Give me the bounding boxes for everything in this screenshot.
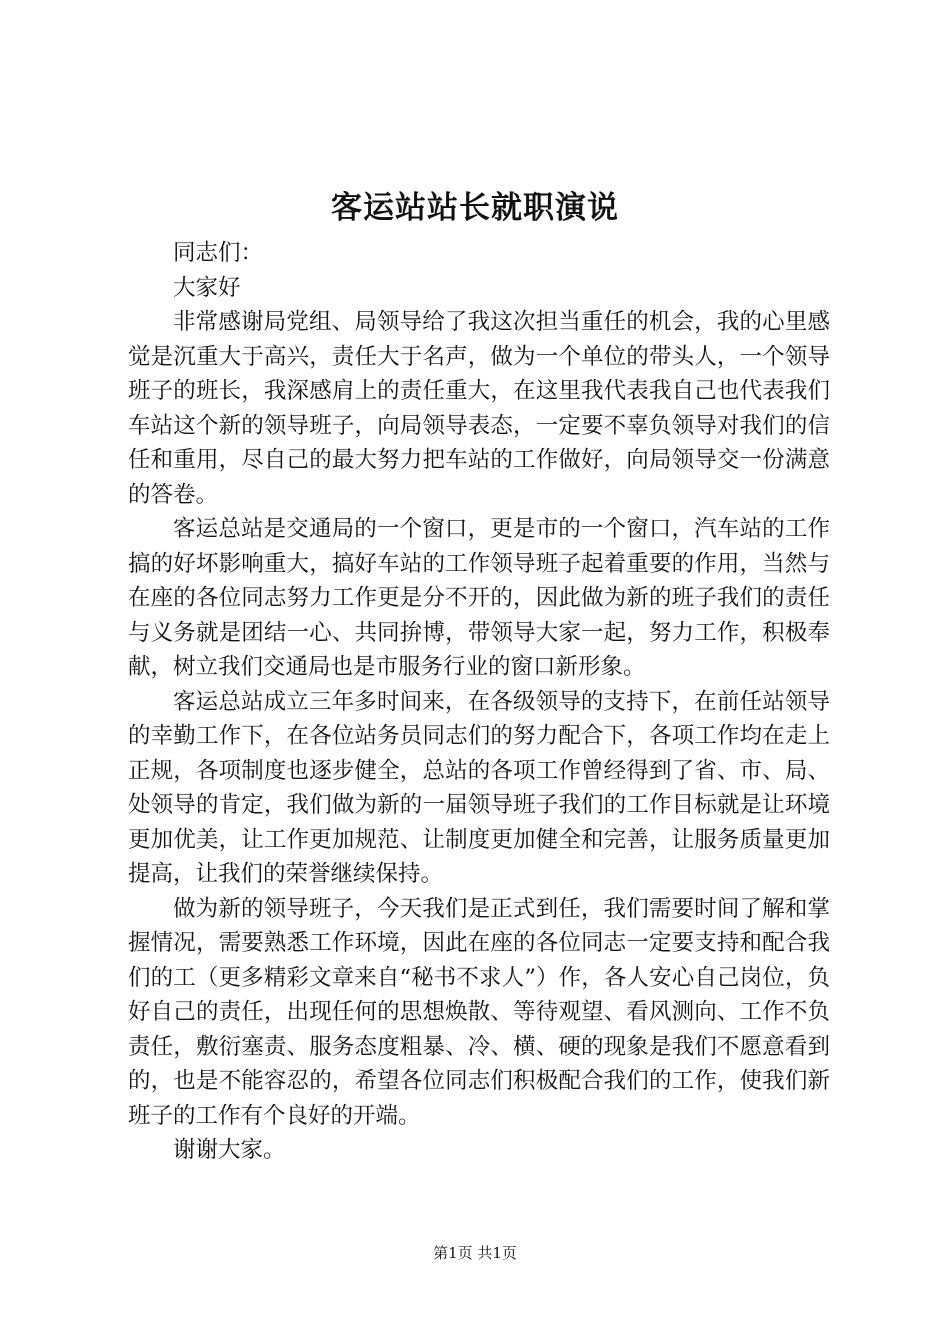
greeting: 大家好	[173, 274, 241, 301]
paragraph-station-role: 客运总站是交通局的一个窗口，更是市的一个窗口，汽车站的工作搞的好坏影响重大，搞好车站的工作领导班子起着重要的作用，当然与在座的各位同志努力工作更是分不开的，因此做为新的班子我们的责任与义务就是团结一心、共同拚博，带领导大家一起，努力工作，积极奉献，树立我们交通局也是市服务行业的窗口新形象。	[128, 516, 830, 680]
paragraph-gratitude: 非常感谢局党组、局领导给了我这次担当重任的机会，我的心里感觉是沉重大于高兴，责任大于名声，做为一个单位的带头人，一个领导班子的班长，我深感肩上的责任重大，在这里我代表我自己也代表我们车站这个新的领导班子，向局领导表态，一定要不辜负领导对我们的信任和重用，尽自己的最大努力把车站的工作做好，向局领导交一份满意的答卷。	[128, 309, 830, 508]
document-body	[128, 236, 830, 1168]
salutation: 同志们：	[173, 240, 264, 266]
paragraph-new-team: 做为新的领导班子，今天我们是正式到任，我们需要时间了解和掌握情况，需要熟悉工作环境，因此在座的各位同志一定要支持和配合我们的工（更多精彩文章来自“秘书不求人”）作，各人安心自己岗位，负好自己的责任，出现任何的思想焕散、等待观望、看风测向、工作不负责任，敷衍塞责、服务态度粗暴、冷、横、硬的现象是我们不愿意看到的，也是不能容忍的，希望各位同志们积极配合我们的工作，使我们新班子的工作有个良好的开端。	[128, 895, 830, 1129]
closing-thanks: 谢谢大家。	[173, 1137, 286, 1163]
page-number-footer: 第1页 共1页	[433, 1244, 517, 1262]
paragraph-achievements: 客运总站成立三年多时间来，在各级领导的支持下，在前任站领导的幸勤工作下，在各位站务员同志们的努力配合下，各项工作均在走上正规，各项制度也逐步健全，总站的各项工作曾经得到了省、市、局、处领导的肯定，我们做为新的一届领导班子我们的工作目标就是让环境更加优美，让工作更加规范、让制度更加健全和完善，让服务质量更加提高，让我们的荣誉继续保持。	[128, 688, 830, 887]
document-title: 客运站站长就职演说	[331, 190, 619, 226]
